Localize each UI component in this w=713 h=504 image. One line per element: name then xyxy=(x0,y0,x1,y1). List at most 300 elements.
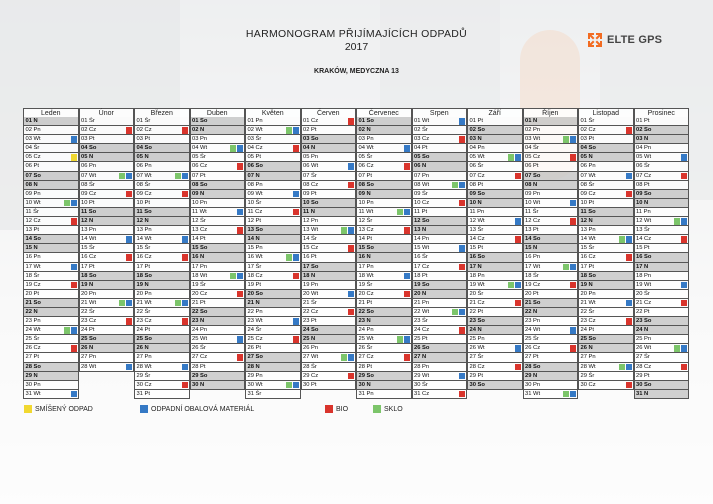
empty-cell xyxy=(79,372,135,381)
day-label: 29 Śr xyxy=(580,372,595,379)
day-label: 02 Pt xyxy=(303,127,317,134)
day-label: 08 Śr xyxy=(81,181,95,188)
day-cell xyxy=(301,217,357,226)
day-cell xyxy=(23,162,79,171)
day-cell xyxy=(356,372,412,381)
collection-marker xyxy=(126,191,132,198)
month-column xyxy=(23,108,79,399)
day-cell xyxy=(301,317,357,326)
day-label: 22 Cz xyxy=(303,308,319,315)
day-cell xyxy=(467,208,523,217)
day-label: 04 Wt xyxy=(192,145,208,152)
day-label: 15 Pn xyxy=(247,245,263,252)
day-label: 12 Cz xyxy=(525,218,541,225)
day-cell xyxy=(578,344,634,353)
day-label: 04 So xyxy=(136,145,152,152)
collection-marker xyxy=(119,173,125,180)
day-cell xyxy=(134,253,190,262)
day-label: 08 Cz xyxy=(303,181,319,188)
day-cell xyxy=(578,126,634,135)
day-cell xyxy=(356,326,412,335)
day-label: 23 Cz xyxy=(136,318,152,325)
collection-marker xyxy=(293,209,299,216)
day-cell xyxy=(523,308,579,317)
day-cell xyxy=(79,326,135,335)
month-column xyxy=(467,108,523,399)
day-label: 14 Pt xyxy=(192,236,206,243)
collection-marker xyxy=(237,163,243,170)
day-label: 18 Pn xyxy=(636,272,652,279)
day-cell xyxy=(134,326,190,335)
day-label: 29 So xyxy=(358,372,374,379)
collection-marker xyxy=(404,291,410,298)
collection-marker xyxy=(237,209,243,216)
collection-marker xyxy=(126,318,132,325)
day-label: 04 Pn xyxy=(636,145,652,152)
day-cell xyxy=(190,335,246,344)
day-cell xyxy=(412,181,468,190)
collection-marker xyxy=(404,163,410,170)
empty-cell xyxy=(79,390,135,399)
day-label: 02 So xyxy=(469,127,485,134)
collection-marker xyxy=(515,173,521,180)
collection-marker xyxy=(619,364,625,371)
day-label: 14 Wt xyxy=(580,236,596,243)
day-label: 03 Pt xyxy=(136,136,151,143)
day-cell xyxy=(245,199,301,208)
day-label: 27 Pn xyxy=(81,354,97,361)
month-column xyxy=(301,108,357,399)
day-label: 16 Cz xyxy=(136,254,152,261)
day-label: 19 Pt xyxy=(247,281,262,288)
day-label: 23 Śr xyxy=(414,318,428,325)
day-label: 27 Śr xyxy=(469,354,484,361)
day-cell xyxy=(134,181,190,190)
day-label: 16 So xyxy=(636,254,652,261)
day-label: 08 N xyxy=(525,181,538,188)
day-label: 10 Pt xyxy=(136,199,151,206)
day-label: 21 Wt xyxy=(580,299,596,306)
day-label: 06 Pt xyxy=(25,163,40,170)
day-cell xyxy=(356,162,412,171)
day-cell xyxy=(467,144,523,153)
day-cell xyxy=(634,126,690,135)
day-cell xyxy=(467,235,523,244)
day-cell xyxy=(23,290,79,299)
day-cell xyxy=(190,353,246,362)
day-cell xyxy=(467,290,523,299)
collection-marker xyxy=(293,191,299,198)
day-cell xyxy=(134,126,190,135)
day-label: 14 Wt xyxy=(81,236,97,243)
day-label: 16 Śr xyxy=(414,254,428,261)
day-label: 26 Pn xyxy=(303,345,319,352)
day-label: 30 N xyxy=(192,381,205,388)
day-cell xyxy=(245,281,301,290)
day-cell xyxy=(301,235,357,244)
day-cell xyxy=(523,335,579,344)
collection-marker xyxy=(182,364,188,371)
collection-marker xyxy=(626,364,632,371)
day-cell xyxy=(301,162,357,171)
day-label: 10 Pn xyxy=(358,199,374,206)
day-label: 23 Pn xyxy=(25,318,41,325)
day-label: 22 So xyxy=(358,308,374,315)
day-cell xyxy=(301,153,357,162)
collection-marker xyxy=(64,327,70,334)
day-cell xyxy=(23,226,79,235)
collection-marker xyxy=(404,227,410,234)
day-label: 09 So xyxy=(469,190,485,197)
day-cell xyxy=(523,144,579,153)
day-label: 05 Pt xyxy=(247,154,262,161)
day-label: 12 Wt xyxy=(469,218,485,225)
day-cell xyxy=(412,363,468,372)
month-column xyxy=(578,108,634,399)
day-label: 10 So xyxy=(303,199,319,206)
day-label: 26 N xyxy=(81,345,94,352)
day-label: 01 Wt xyxy=(414,118,430,124)
day-label: 11 Pn xyxy=(636,208,651,215)
day-cell xyxy=(467,244,523,253)
day-cell xyxy=(245,299,301,308)
day-label: 23 So xyxy=(469,318,485,325)
day-label: 24 Wt xyxy=(525,327,541,334)
collection-marker xyxy=(459,264,465,271)
day-cell xyxy=(245,126,301,135)
day-cell xyxy=(134,144,190,153)
day-cell xyxy=(412,308,468,317)
collection-marker xyxy=(404,354,410,361)
day-label: 23 Wt xyxy=(247,318,263,325)
day-cell xyxy=(301,226,357,235)
day-cell xyxy=(23,144,79,153)
collection-marker xyxy=(459,245,465,252)
day-label: 11 So xyxy=(580,208,596,215)
collection-marker xyxy=(459,373,465,380)
day-label: 04 So xyxy=(580,145,596,152)
month-column xyxy=(634,108,690,399)
day-cell xyxy=(79,363,135,372)
day-label: 30 Cz xyxy=(136,381,152,388)
day-label: 15 So xyxy=(358,245,374,252)
month-header: Únor xyxy=(79,108,135,117)
day-label: 18 Pt xyxy=(414,272,428,279)
collection-marker xyxy=(71,345,77,352)
day-label: 17 Pn xyxy=(192,263,208,270)
collection-marker xyxy=(182,254,188,261)
day-cell xyxy=(79,253,135,262)
day-cell xyxy=(356,235,412,244)
day-cell xyxy=(190,190,246,199)
day-label: 31 Wt xyxy=(25,390,41,397)
day-label: 15 Wt xyxy=(414,245,430,252)
day-label: 15 Cz xyxy=(303,245,319,252)
collection-marker xyxy=(570,154,576,161)
day-cell xyxy=(23,326,79,335)
day-cell xyxy=(79,126,135,135)
day-cell xyxy=(190,344,246,353)
day-label: 27 Cz xyxy=(192,354,208,361)
day-cell xyxy=(523,344,579,353)
day-cell xyxy=(23,308,79,317)
collection-marker xyxy=(626,382,632,389)
day-label: 27 Pt xyxy=(525,354,539,361)
day-cell xyxy=(634,135,690,144)
day-label: 03 Wt xyxy=(525,136,541,143)
collection-marker xyxy=(452,309,458,316)
day-label: 10 Wt xyxy=(25,199,41,206)
day-cell xyxy=(523,217,579,226)
day-label: 21 Pt xyxy=(192,299,206,306)
day-label: 03 Pt xyxy=(81,136,95,143)
day-label: 01 Cz xyxy=(303,118,319,124)
day-cell xyxy=(467,217,523,226)
collection-marker xyxy=(126,173,132,180)
day-label: 12 Pn xyxy=(303,218,319,225)
collection-marker xyxy=(626,254,632,261)
month-column xyxy=(356,108,412,399)
day-label: 16 N xyxy=(192,254,205,261)
day-cell xyxy=(634,372,690,381)
day-label: 10 Pt xyxy=(81,199,95,206)
day-label: 06 Pn xyxy=(136,163,152,170)
day-label: 19 Cz xyxy=(25,281,41,288)
day-cell xyxy=(23,126,79,135)
day-cell xyxy=(578,181,634,190)
collection-marker xyxy=(286,127,292,134)
day-label: 08 So xyxy=(192,181,208,188)
day-cell xyxy=(523,272,579,281)
day-cell xyxy=(134,381,190,390)
day-cell xyxy=(578,117,634,126)
day-label: 06 Cz xyxy=(192,163,208,170)
collection-marker xyxy=(119,300,125,307)
day-cell xyxy=(79,117,135,126)
collection-marker xyxy=(459,182,465,189)
collection-marker xyxy=(71,154,77,161)
day-label: 08 So xyxy=(358,181,374,188)
month-column xyxy=(523,108,579,399)
day-label: 03 Pn xyxy=(358,136,374,143)
day-cell xyxy=(467,353,523,362)
day-label: 18 Śr xyxy=(525,272,539,279)
collection-marker xyxy=(182,318,188,325)
day-label: 25 Śr xyxy=(25,336,40,343)
day-label: 15 Śr xyxy=(136,245,151,252)
day-label: 26 Cz xyxy=(525,345,541,352)
day-label: 14 Cz xyxy=(636,236,652,243)
day-cell xyxy=(190,253,246,262)
day-cell xyxy=(301,190,357,199)
collection-marker xyxy=(175,173,181,180)
collection-marker xyxy=(404,209,410,216)
day-label: 24 Pn xyxy=(358,327,374,334)
day-label: 18 So xyxy=(580,272,596,279)
day-label: 01 So xyxy=(358,118,374,124)
collection-marker xyxy=(230,145,236,152)
collection-marker xyxy=(64,200,70,207)
day-cell xyxy=(523,199,579,208)
day-cell xyxy=(634,244,690,253)
day-label: 11 Cz xyxy=(247,208,263,215)
day-cell xyxy=(301,126,357,135)
day-label: 09 So xyxy=(636,190,652,197)
day-cell xyxy=(634,363,690,372)
day-label: 17 Wt xyxy=(25,263,41,270)
collection-marker xyxy=(293,127,299,134)
day-cell xyxy=(356,290,412,299)
day-cell xyxy=(23,372,79,381)
day-cell xyxy=(467,199,523,208)
collection-marker xyxy=(459,309,465,316)
day-cell xyxy=(301,253,357,262)
day-label: 14 So xyxy=(525,236,541,243)
day-label: 10 Pt xyxy=(580,199,595,206)
collection-marker xyxy=(570,282,576,289)
day-label: 23 N xyxy=(192,318,205,325)
collection-marker xyxy=(508,154,514,161)
day-label: 13 Cz xyxy=(192,227,208,234)
day-cell xyxy=(467,263,523,272)
day-cell xyxy=(301,363,357,372)
day-label: 11 Wt xyxy=(358,208,374,215)
day-cell xyxy=(412,290,468,299)
day-label: 12 Śr xyxy=(358,218,373,225)
day-cell xyxy=(190,153,246,162)
day-label: 24 Cz xyxy=(414,327,430,334)
day-label: 21 Wt xyxy=(81,299,97,306)
day-label: 04 Śr xyxy=(25,145,40,152)
day-cell xyxy=(79,244,135,253)
day-cell xyxy=(467,372,523,381)
day-cell xyxy=(134,235,190,244)
day-label: 13 Pn xyxy=(81,227,97,234)
day-label: 13 Wt xyxy=(303,227,319,234)
collection-marker xyxy=(126,364,132,371)
day-cell xyxy=(523,363,579,372)
day-label: 07 Wt xyxy=(81,172,97,179)
day-label: 20 Pn xyxy=(81,290,97,297)
day-label: 28 So xyxy=(525,363,541,370)
day-cell xyxy=(467,335,523,344)
day-label: 19 N xyxy=(580,281,593,288)
day-label: 30 Pn xyxy=(25,381,41,388)
day-cell xyxy=(356,126,412,135)
day-cell xyxy=(301,290,357,299)
collection-marker xyxy=(563,264,569,271)
day-cell xyxy=(356,172,412,181)
day-label: 05 N xyxy=(136,154,149,161)
day-label: 20 Śr xyxy=(636,290,650,297)
collection-marker xyxy=(452,182,458,189)
day-cell xyxy=(79,144,135,153)
day-label: 07 Cz xyxy=(469,172,485,179)
day-cell xyxy=(634,299,690,308)
day-label: 10 Wt xyxy=(525,199,541,206)
collection-marker xyxy=(397,336,403,343)
day-label: 10 Cz xyxy=(414,199,430,206)
day-cell xyxy=(134,208,190,217)
day-cell xyxy=(467,226,523,235)
day-label: 05 Cz xyxy=(525,154,541,161)
day-label: 05 Śr xyxy=(358,154,373,161)
day-cell xyxy=(356,317,412,326)
day-label: 30 N xyxy=(358,381,371,388)
day-label: 03 Śr xyxy=(247,136,262,143)
day-label: 25 So xyxy=(81,336,97,343)
day-label: 09 Cz xyxy=(81,190,97,197)
day-cell xyxy=(134,199,190,208)
day-cell xyxy=(523,381,579,390)
legend-swatch xyxy=(140,405,148,413)
day-label: 20 So xyxy=(247,290,263,297)
day-label: 28 N xyxy=(247,363,260,370)
day-label: 02 Pn xyxy=(525,127,541,134)
day-label: 17 So xyxy=(303,263,319,270)
day-cell xyxy=(578,372,634,381)
day-label: 07 So xyxy=(525,172,541,179)
day-cell xyxy=(245,135,301,144)
day-label: 28 Cz xyxy=(636,363,652,370)
day-label: 07 N xyxy=(247,172,260,179)
day-label: 02 Cz xyxy=(81,127,97,134)
day-label: 21 N xyxy=(247,299,260,306)
day-cell xyxy=(523,326,579,335)
day-label: 29 N xyxy=(525,372,538,379)
collection-marker xyxy=(570,136,576,143)
day-label: 01 So xyxy=(192,118,208,124)
day-cell xyxy=(23,272,79,281)
day-cell xyxy=(23,208,79,217)
day-label: 04 Cz xyxy=(247,145,263,152)
day-label: 06 Cz xyxy=(358,163,374,170)
day-label: 23 Pt xyxy=(303,318,317,325)
day-label: 20 Pt xyxy=(25,290,40,297)
day-cell xyxy=(245,290,301,299)
day-cell xyxy=(190,172,246,181)
collection-marker xyxy=(397,209,403,216)
collection-marker xyxy=(286,254,292,261)
day-label: 09 N xyxy=(358,190,371,197)
document-title: HARMONOGRAM PŘIJÍMAJÍCÍCH ODPADŮ xyxy=(245,28,468,40)
collection-marker xyxy=(71,327,77,334)
day-cell xyxy=(79,317,135,326)
day-cell xyxy=(301,299,357,308)
collection-marker xyxy=(341,227,347,234)
day-cell xyxy=(245,253,301,262)
day-cell xyxy=(245,208,301,217)
day-label: 14 Wt xyxy=(136,236,152,243)
day-cell xyxy=(578,317,634,326)
collection-marker xyxy=(182,382,188,389)
day-cell xyxy=(301,135,357,144)
day-cell xyxy=(134,217,190,226)
day-label: 14 Pt xyxy=(358,236,373,243)
day-label: 05 N xyxy=(580,154,593,161)
day-label: 28 Cz xyxy=(469,363,485,370)
day-cell xyxy=(467,299,523,308)
day-cell xyxy=(634,290,690,299)
collection-marker xyxy=(182,127,188,134)
day-label: 29 Pt xyxy=(469,372,484,379)
day-label: 10 N xyxy=(636,199,649,206)
day-label: 09 Cz xyxy=(136,190,152,197)
day-label: 09 Pn xyxy=(525,190,541,197)
month-header: Květen xyxy=(245,108,301,117)
day-label: 02 Pn xyxy=(25,127,41,134)
day-label: 13 Pt xyxy=(525,227,539,234)
